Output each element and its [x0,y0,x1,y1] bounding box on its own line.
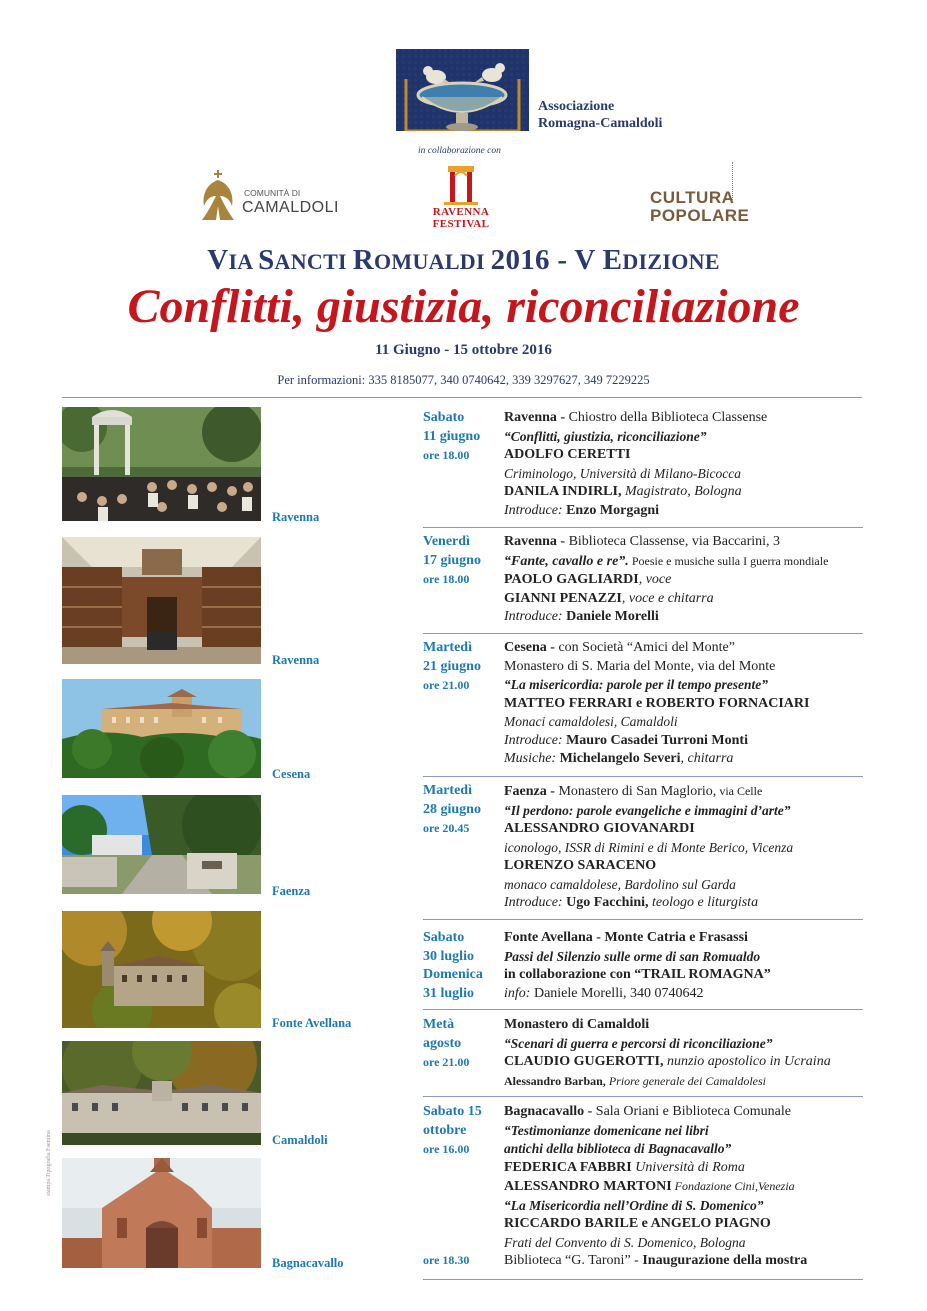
collaboration-label: in collaborazione con [418,146,501,156]
photo-fonte-avellana [62,911,261,1028]
comunita-camaldoli-logo [196,166,339,224]
event-date: Sabato 30 luglio Domenica 31 luglio [423,930,483,1001]
cultura-logo-ornament [732,162,736,202]
event-details [504,1103,869,1271]
printer-credit: stampa Tipografia Faentina [46,1130,52,1196]
cultura-logo-line2: POPOLARE [650,206,750,225]
introducer: Introduce: Mauro Casadei Turroni Monti [504,732,748,748]
speaker-name: ADOLFO CERETTI [504,447,631,462]
photo-caption: Faenza [272,884,311,898]
event-location: Fonte Avellana - Monte Catria e Frasassi [504,930,748,945]
event-title: “Il perdono: parole evangeliche e immagini d’arte” [504,802,791,818]
divider [423,527,863,528]
event-location: Faenza - Monastero di San Maglorio, via Celle [504,784,763,799]
association-name [538,98,662,132]
music: Musiche: Michelangelo Severi, chitarra [504,751,734,766]
photo-caption: Camaldoli [272,1133,328,1147]
event-location: Monastero di Camaldoli [504,1017,650,1032]
speaker-name: MATTEO FERRARI e ROBERTO FORNACIARI [504,695,810,711]
event-series-subtitle: Conflitti, giustizia, riconciliazione [127,280,800,333]
divider [423,1096,863,1097]
introducer: Introduce: Ugo Facchini, teologo e liturgista [504,895,759,910]
event-date: Venerdì 17 giugno ore 18.00 [423,534,481,586]
speaker: CLAUDIO GUGEROTTI, nunzio apostolico in Ucraina [504,1054,831,1069]
association-line2: Romagna-Camaldoli [538,116,663,131]
speaker: ALESSANDRO MARTONI Fondazione Cini,Venezia [504,1179,795,1194]
cultura-logo-line1: CULTURA [650,188,735,207]
speaker-role: Criminologo, Università di Milano-Bicocca [504,465,741,481]
event-location: Cesena - con Società “Amici del Monte” [504,640,735,655]
speaker-role: monaco camaldolese, Bardolino sul Garda [504,876,736,892]
speaker: Alessandro Barban, Priore generale dei Camaldolesi [504,1073,767,1088]
event-partner: in collaborazione con “TRAIL ROMAGNA” [504,967,771,982]
speaker-role: iconologo, ISSR di Rimini e di Monte Berico, Vicenza [504,839,794,855]
event-date: Sabato 11 giugno ore 18.00 [423,410,481,462]
event-date: Metà agosto ore 21.00 [423,1017,470,1069]
event-series-dates: 11 Giugno - 15 ottobre 2016 [375,342,552,358]
event-details [504,409,869,520]
event-info: info: Daniele Morelli, 340 0740642 [504,985,704,1001]
photo-caption: Cesena [272,767,311,781]
event-title: “Testimonianze domenicane nei libri [504,1122,709,1138]
introducer: Introduce: Daniele Morelli [504,609,659,624]
event-title: “La Misericordia nell’Ordine di S. Domenico” [504,1197,764,1213]
divider [423,633,863,634]
photo-cesena-monastery [62,679,261,778]
divider [62,397,862,398]
contact-info: Per informazioni: 335 8185077, 340 0740642, 339 3297627, 349 7229225 [277,373,650,387]
event-details [504,929,869,1003]
event-location: Bagnacavallo - Sala Oriani e Biblioteca Comunale [504,1104,791,1119]
divider [423,1279,863,1280]
ravenna-logo-line1: RAVENNA [432,206,490,218]
speaker-role: Monaci camaldolesi, Camaldoli [504,714,678,729]
speaker-name: LORENZO SARACENO [504,858,657,873]
photo-caption: Ravenna [272,510,320,524]
mosaic-doves-image [396,49,529,131]
photo-caption: Fonte Avellana [272,1016,352,1030]
event-title: “Conflitti, giustizia, riconciliazione” [504,428,707,444]
event-title-cont: antichi della biblioteca di Bagnacavallo” [504,1141,732,1156]
photo-bagnacavallo-church [62,1158,261,1268]
event-date: Sabato 15 ottobre ore 16.00 [423,1104,482,1156]
event-title: “Scenari di guerra e percorsi di riconciliazione” [504,1035,773,1051]
camaldoli-logo-line2: CAMALDOLI [242,199,339,216]
speaker: DANILA INDIRLI, Magistrato, Bologna [504,484,742,499]
event-location: Ravenna - Biblioteca Classense, via Baccarini, 3 [504,534,781,549]
event-date: Martedì 28 giugno ore 20.45 [423,783,481,835]
speaker: PAOLO GAGLIARDI, voce [504,572,672,587]
photo-camaldoli-monastery [62,1041,261,1145]
photo-ravenna-cloister [62,407,261,521]
event-details [504,1016,869,1091]
photo-caption: Bagnacavallo [272,1256,344,1270]
ravenna-festival-logo [428,164,494,232]
divider [423,776,863,777]
event-details [504,639,869,769]
event-title: “La misericordia: parole per il tempo presente” [504,677,768,692]
speaker: GIANNI PENAZZI, voce e chitarra [504,590,714,606]
speaker-name: ALESSANDRO GIOVANARDI [504,821,695,836]
camaldoli-logo-line1: COMUNITÀ DI [244,188,301,198]
speaker-role: Frati del Convento di S. Domenico, Bologna [504,1234,746,1250]
photo-caption: Ravenna [272,653,320,667]
divider [423,919,863,920]
event-date: Martedì 21 giugno ore 21.00 [423,640,481,692]
exhibition: Biblioteca “G. Taroni” - Inaugurazione della mostra [504,1253,808,1268]
photo-ravenna-library [62,537,261,664]
event-location: Ravenna - Chiostro della Biblioteca Classense [504,410,768,425]
event-series-title: VIA SANCTI ROMUALDI 2016 - V EDIZIONE [207,244,720,276]
event-details [504,533,869,627]
introducer: Introduce: Enzo Morgagni [504,502,660,518]
ravenna-logo-line2: FESTIVAL [432,218,490,230]
event-title: Passi del Silenzio sulle orme di san Romualdo [504,948,761,964]
event-venue: Monastero di S. Maria del Monte, via del Monte [504,658,776,674]
divider [423,1009,863,1010]
association-line1: Associazione [538,99,615,114]
cultura-popolare-logo [648,162,750,228]
event-time-2: ore 18.30 [423,1253,470,1267]
photo-faenza-monastery [62,795,261,894]
speaker: FEDERICA FABBRI Università di Roma [504,1159,745,1175]
speaker-name: RICCARDO BARILE e ANGELO PIAGNO [504,1216,771,1231]
event-details [504,782,869,913]
event-title: “Fante, cavallo e re”. Poesie e musiche sulla I guerra mondiale [504,553,829,569]
